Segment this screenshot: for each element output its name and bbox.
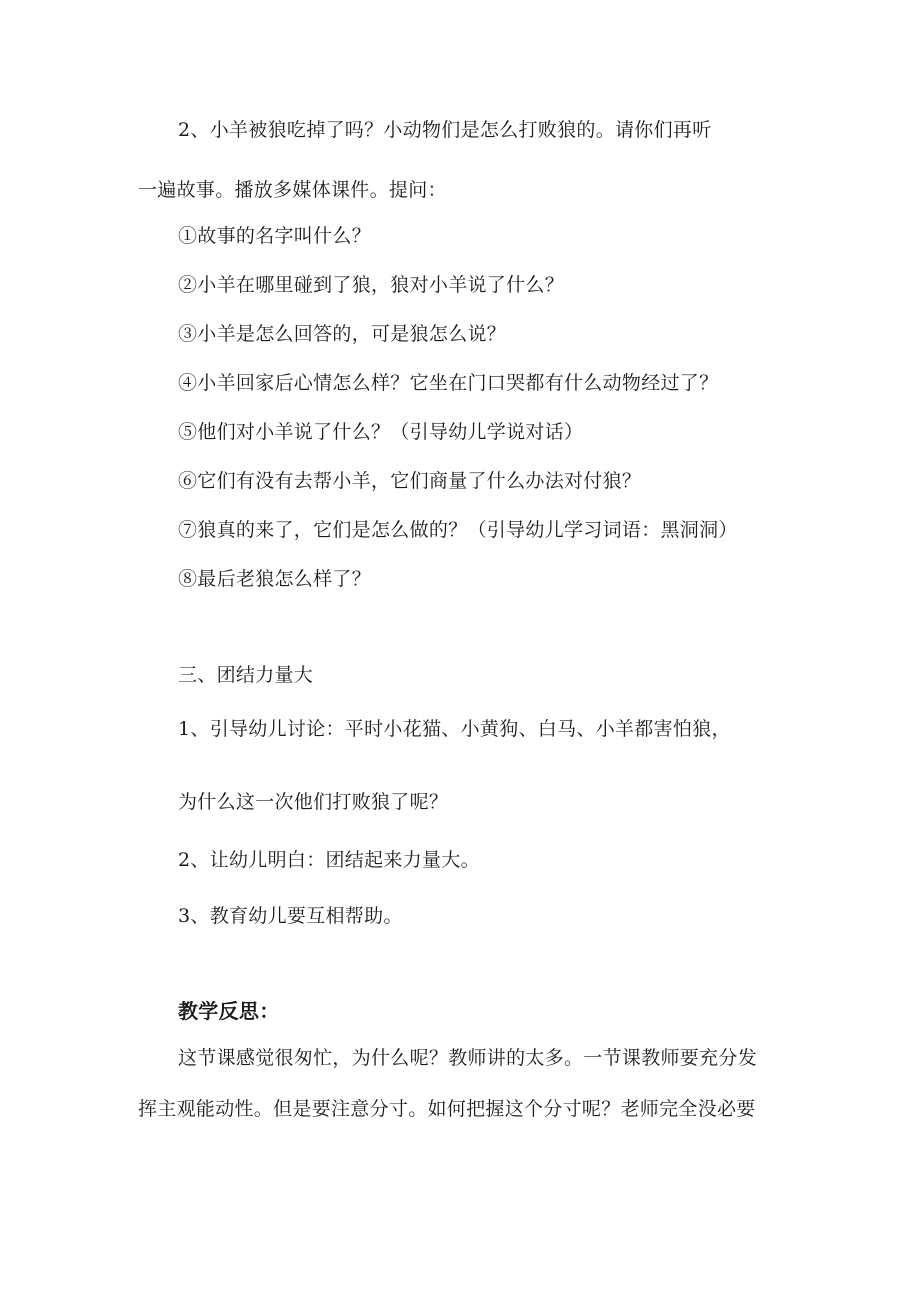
question-5: ⑤他们对小羊说了什么？（引导幼儿学说对话）	[178, 421, 584, 443]
item2-line2: 一遍故事。播放多媒体课件。提问：	[138, 179, 447, 201]
question-8: ⑧最后老狼怎么样了？	[178, 568, 372, 590]
item2-line1: 2、小羊被狼吃掉了吗？小动物们是怎么打败狼的。请你们再听	[178, 119, 712, 141]
section3-heading: 三、团结力量大	[178, 664, 314, 686]
question-4: ④小羊回家后心情怎么样？它坐在门口哭都有什么动物经过了？	[178, 372, 719, 394]
section3-item2: 2、让幼儿明白：团结起来力量大。	[178, 849, 480, 871]
question-1: ①故事的名字叫什么？	[178, 225, 372, 247]
question-2: ②小羊在哪里碰到了狼，狼对小羊说了什么？	[178, 274, 565, 296]
question-3: ③小羊是怎么回答的，可是狼怎么说？	[178, 323, 507, 345]
question-7: ⑦狼真的来了，它们是怎么做的？（引导幼儿学习词语：黑洞洞）	[178, 519, 738, 541]
section3-item1-line1: 1、引导幼儿讨论：平时小花猫、小黄狗、白马、小羊都害怕狼，	[178, 718, 731, 740]
reflection-line2: 挥主观能动性。但是要注意分寸。如何把握这个分寸呢？老师完全没必要	[138, 1098, 756, 1120]
reflection-line1: 这节课感觉很匆忙，为什么呢？教师讲的太多。一节课教师要充分发	[178, 1047, 758, 1069]
section3-item1-line2: 为什么这一次他们打败狼了呢？	[178, 791, 449, 813]
reflection-heading: 教学反思：	[178, 999, 280, 1023]
section3-item3: 3、教育幼儿要互相帮助。	[178, 905, 403, 927]
question-6: ⑥它们有没有去帮小羊，它们商量了什么办法对付狼？	[178, 470, 642, 492]
